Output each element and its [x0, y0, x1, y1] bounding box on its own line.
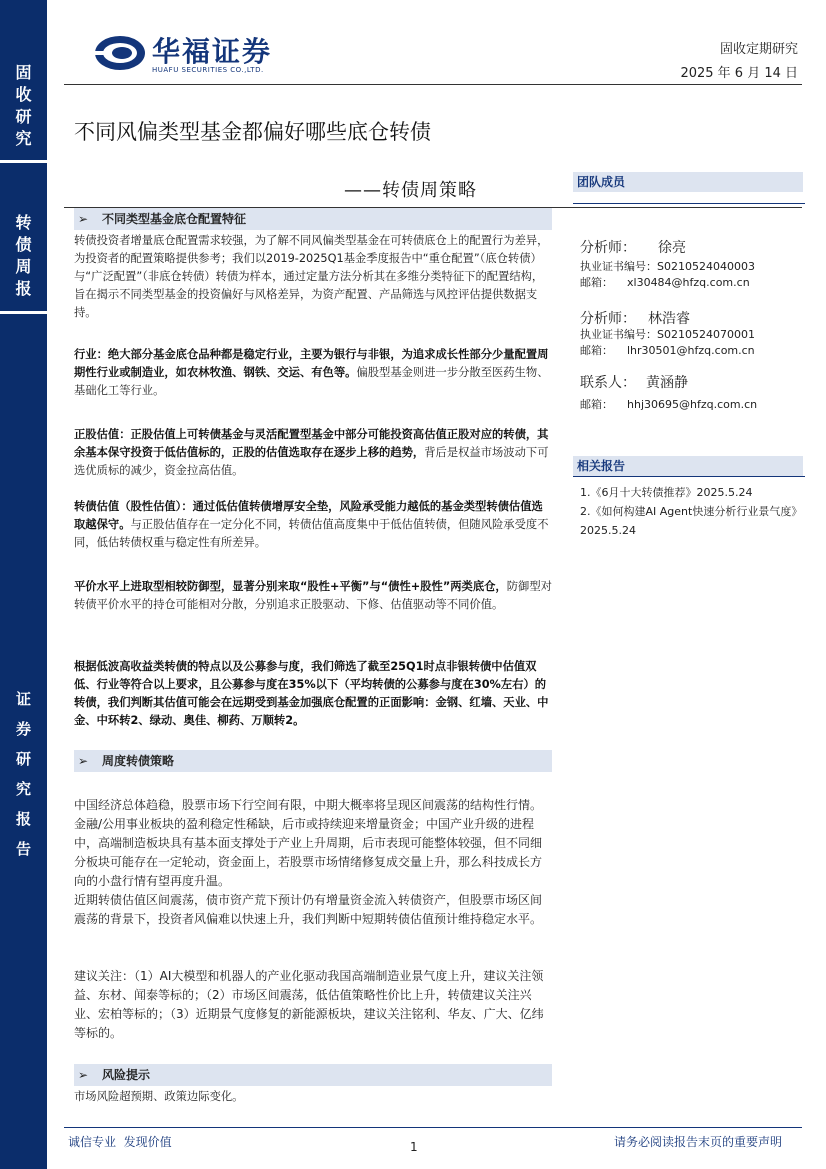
paragraph: 根据低波高收益类转债的特点以及公募参与度，我们筛选了截至25Q1时点非银转债中估值双低、行业等符合以上要求，且公募参与度在35%以下（平均转债的公募参与度在30%左右）的转债，我们判断其估值可能会在远期受到基金加强底仓配置的正面影响：金钢、红墙、天业、中金、中环转2、绿动、奥佳、柳药、万顺转2。	[74, 660, 549, 727]
paragraph: 建议关注：（1）AI大模型和机器人的产业化驱动我国高端制造业景气度上升，建议关注领益、东材、闻泰等标的；（2）市场区间震荡，低估值策略性价比上升，转债建议关注兴业、宏柏等标的；（3）近期景气度修复的新能源板块，建议关注铭利、华友、广大、亿纬等标的。	[74, 969, 544, 1040]
analyst-1-cert: 执业证书编号：S0210524040003	[580, 260, 755, 273]
arrow-icon: ➢	[78, 212, 89, 226]
sidebar-label-fixed-income: 固 收 研 究	[15, 63, 32, 148]
section-heading	[74, 1064, 552, 1086]
analyst-2-email: 邮箱： lhr30501@hfzq.com.cn	[580, 344, 755, 357]
analyst-2-cert: 执业证书编号：S0210524070001	[580, 328, 755, 341]
sidebar-label-research-report: 证 券 研 究 报 告	[15, 690, 31, 858]
header-divider	[64, 84, 802, 85]
analyst-1: 分析师： 徐亮	[580, 240, 686, 256]
paragraph: 平价水平上进取型相较防御型，显著分别来取“股性+平衡”与“债性+股性”两类底仓，防御型对转债平价水平的持仓可能相对分散，分别追求正股驱动、下修、估值驱动等不同价值。	[74, 580, 552, 611]
company-name-en: HUAFU SECURITIES CO.,LTD.	[152, 66, 264, 74]
section-title: 不同类型基金底仓配置特征	[102, 212, 247, 226]
sidebar-label-weekly: 转 债 周 报	[15, 213, 32, 298]
section-heading	[74, 208, 552, 230]
paragraph: 正股估值：正股估值上可转债基金与灵活配置型基金中部分可能投资高估值正股对应的转债，其余基本保守投资于低估值标的，正股的估值选取存在逐步上移的趋势，背后是权益市场波动下可选优质标的减少，资金拉高估值。	[74, 428, 549, 477]
paragraph: 转债估值（股性估值）：通过低估值转债增厚安全垫，风险承受能力越低的基金类型转债估值选取越保守。与正股估值存在一定分化不同，转债估值高度集中于低估值转债，但随风险承受度不同，低估转债权重与稳定性有所差异。	[74, 500, 549, 549]
team-divider	[573, 203, 805, 204]
section-title: 周度转债策略	[102, 754, 175, 768]
paragraph: 行业：绝大部分基金底仓品种都是稳定行业，主要为银行与非银，为追求成长性部分少量配置周期性行业或制造业，如农林牧渔、钢铁、交运、有色等。偏股型基金则进一步分散至医药生物、基础化工等行业。	[74, 348, 549, 397]
related-report-item[interactable]: 2.《如何构建AI Agent快速分析行业景气度》2025.5.24	[580, 505, 797, 537]
section-heading	[74, 750, 552, 772]
footer-slogan: 诚信专业 发现价值	[68, 1135, 172, 1149]
arrow-icon: ➢	[78, 754, 89, 768]
footer-disclaimer[interactable]: 请务必阅读报告末页的重要声明	[613, 1135, 782, 1149]
page-title: 不同风偏类型基金都偏好哪些底仓转债	[74, 120, 431, 144]
page-number: 1	[410, 1140, 418, 1154]
analyst-1-email: 邮箱： xl30484@hfzq.com.cn	[580, 276, 750, 289]
contact: 联系人： 黄涵静	[580, 375, 688, 391]
contact-email: 邮箱： hhj30695@hfzq.com.cn	[580, 398, 758, 411]
paragraph: 市场风险超预期、政策边际变化。	[74, 1090, 244, 1103]
company-logo-icon	[94, 34, 146, 72]
related-heading: 相关报告	[573, 456, 803, 476]
related-report-item[interactable]: 1.《6月十大转债推荐》2025.5.24	[580, 486, 753, 499]
paragraph: 近期转债估值区间震荡，债市资产荒下预计仍有增量资金流入转债资产，但股票市场区间震荡的背景下，投资者风偏难以快速上升，我们判断中短期转债估值预计维持稳定水平。	[74, 893, 543, 926]
analyst-2: 分析师： 林浩睿	[580, 311, 690, 327]
arrow-icon: ➢	[78, 1068, 89, 1082]
footer-divider	[64, 1127, 802, 1128]
team-heading: 团队成员	[573, 172, 803, 192]
report-type: 固收定期研究	[719, 42, 798, 57]
section-title: 风险提示	[102, 1068, 151, 1082]
paragraph: 中国经济总体趋稳，股票市场下行空间有限，中期大概率将呈现区间震荡的结构性行情。金融/公用事业板块的盈利稳定性稀缺，后市或持续迎来增量资金；中国产业升级的进程中，高端制造板块具有基本面支撑处于产业上升周期，后市表现可能整体较强，但不同细分板块可能存在一定轮动，资金面上，若股票市场情绪修复成交量上升，那么科技成长方向的小盘行情有望再度升温。	[74, 798, 543, 888]
paragraph: 转债投资者增量底仓配置需求较强，为了解不同风偏类型基金在可转债底仓上的配置行为差异，为投资者的配置策略提供参考；我们以2019-2025Q1基金季度报告中“重仓配置”（底仓转债）与“广泛配置”（非底仓转债）转债为样本，通过定量方法分析其在多维分类特征下的配置结构，旨在揭示不同类型基金的投资偏好与风格差异，为资产配置、产品筛选与风控评估提供数据支持。	[74, 234, 549, 319]
company-name: 华福证券	[152, 35, 273, 68]
page-subtitle: ——转债周策略	[344, 180, 477, 201]
report-date: 2025 年 6 月 14 日	[680, 66, 798, 81]
related-divider	[573, 476, 805, 477]
